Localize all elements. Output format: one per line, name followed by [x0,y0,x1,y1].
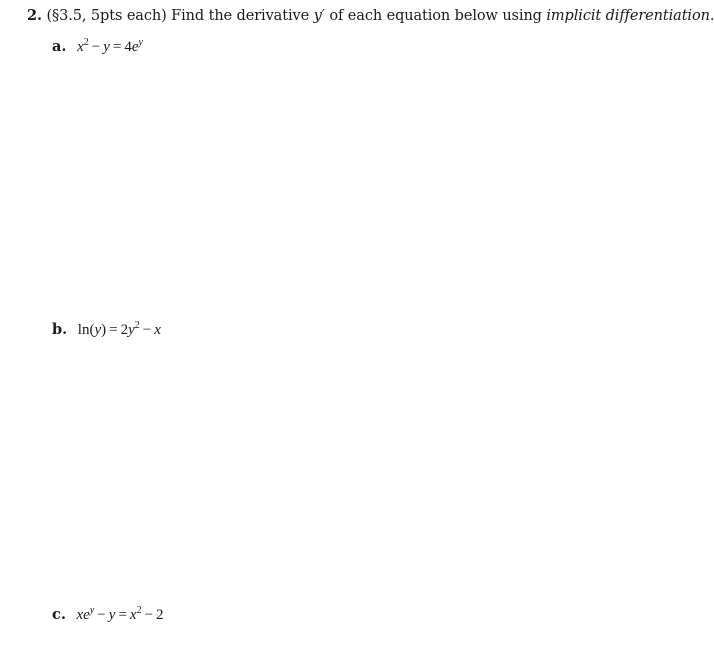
eq-b-paren: ) [101,322,107,338]
eq-b-ln: ln( [77,322,95,338]
eq-a-equals: = [112,39,122,55]
part-c-equation [77,607,164,623]
eq-b-minus: − [142,322,152,338]
eq-b-x: x [154,322,161,338]
eq-c-const: 2 [156,607,164,623]
eq-a-x: x [77,39,84,55]
part-c [52,606,164,624]
eq-c-y: y [108,607,116,623]
part-b [52,321,161,339]
eq-c-equals: = [118,607,127,623]
eq-a-e: e [131,39,139,55]
eq-c-e-exp: y [89,605,95,616]
eq-c-minus2: − [144,607,154,623]
problem-intro: (§3.5, 5pts each) Find the derivative [41,8,314,24]
problem-end: . [709,8,714,24]
eq-b-y: y [94,322,102,338]
part-a-equation [77,39,143,55]
eq-c-x2: x [129,607,137,623]
problem-statement [27,7,714,24]
eq-a-coef: 4 [124,39,132,55]
eq-b-y2: y [128,322,135,338]
eq-c-e: e [83,607,90,623]
eq-b-coef: 2 [120,322,129,338]
eq-c-x: x [76,607,84,623]
eq-a-exp: 2 [83,37,89,48]
problem-middle: of each equation below using [324,8,547,24]
derivative-symbol: y′ [313,8,325,24]
part-a [52,38,143,56]
eq-a-minus: − [91,39,101,55]
eq-c-minus: − [97,607,106,623]
part-c-label: c. [52,606,66,623]
eq-c-exp: 2 [136,605,142,616]
eq-b-exp: 2 [134,320,140,331]
part-b-label: b. [52,321,68,338]
eq-b-equals: = [109,322,118,338]
eq-a-y: y [103,39,110,55]
part-a-label: a. [52,38,67,55]
part-b-equation [78,322,161,338]
problem-number: 2. [27,7,42,24]
method-emphasis: implicit differentiation [546,8,710,24]
eq-a-e-exp: y [138,37,143,48]
